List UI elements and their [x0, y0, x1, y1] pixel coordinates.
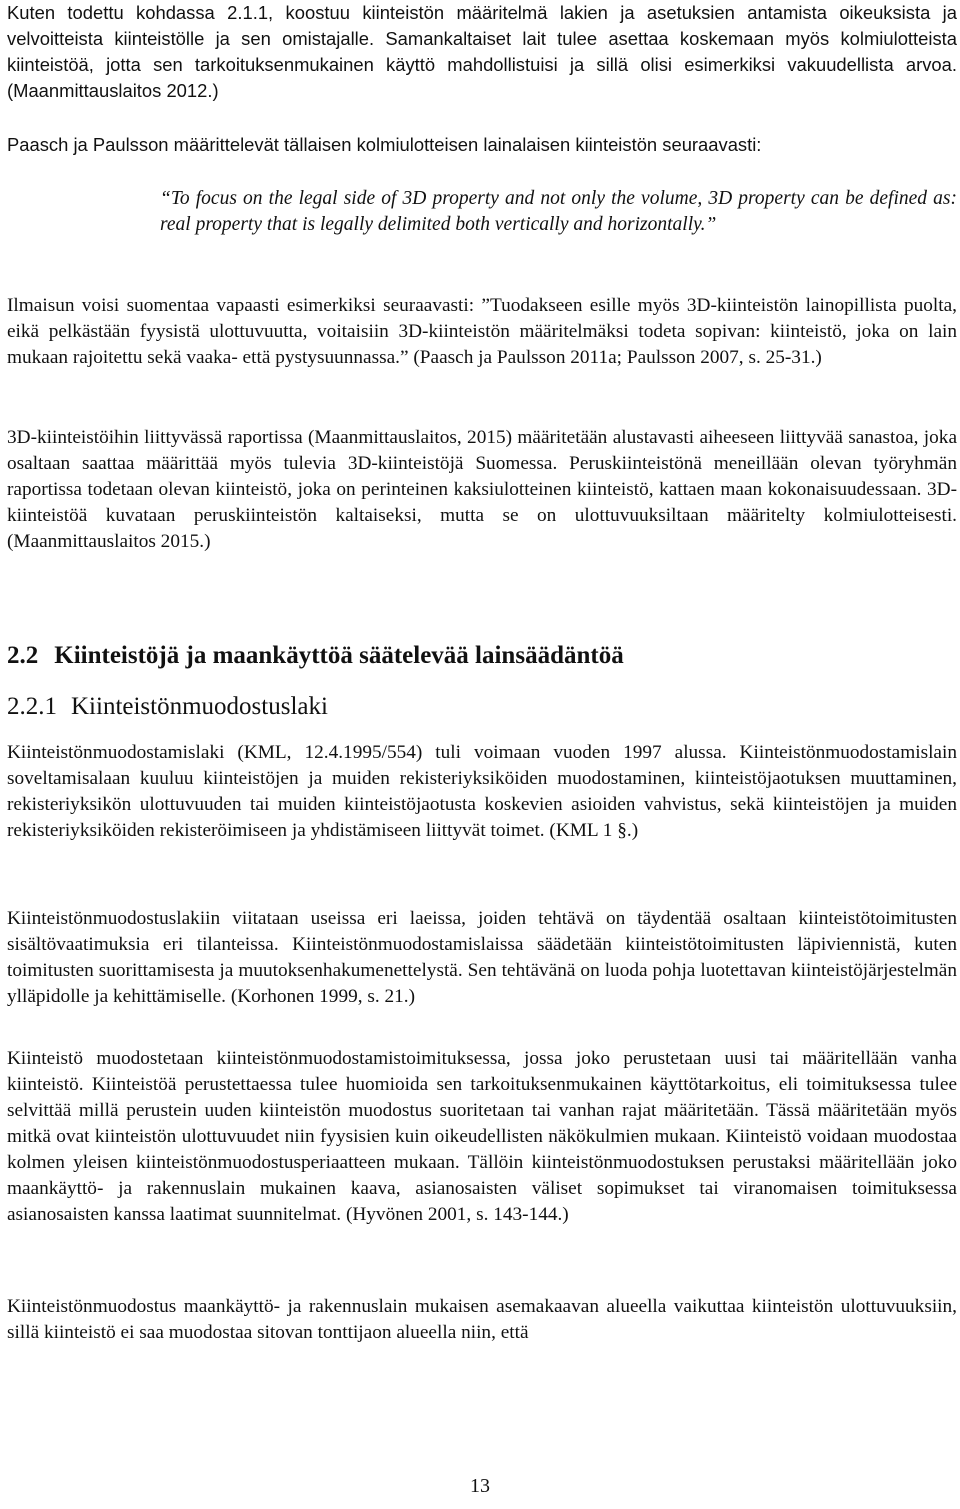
page-number: 13: [470, 1475, 490, 1497]
subsection-number: 2.2.1: [7, 693, 57, 720]
paragraph-translation: Ilmaisun voisi suomentaa vapaasti esimerkiksi seuraavasti: ”Tuodakseen esille myös 3D-kiinteistön lainopillista puolta, eikä pelkästään fyysistä ulottuvuutta, voitaisiin 3D-kiinteistön määritelmäksi todeta sopivan: kiinteistö, joka on lain mukaan rajoitettu sekä vaaka- että pystysuunnassa.” (Paasch ja Paulsson 2011a; Paulsson 2007, s. 25-31.): [7, 295, 957, 368]
subsection-title: Kiinteistönmuodostuslaki: [71, 693, 328, 720]
paragraph-references: Kiinteistönmuodostuslakiin viitataan useissa eri laeissa, joiden tehtävä on täydentää osaltaan kiinteistötoimitusten sisältövaatimuksia eri tilanteissa. Kiinteistönmuodostamislaissa säädetään kiinteistötoimitusten läpiviennistä, kuten toimitusten suorittamisesta ja muutoksenhakumenettelystä. Sen tehtävänä on luoda pohja luotettavan kiinteistöjärjestelmän ylläpidolle ja kehittämiselle. (Korhonen 1999, s. 21.): [7, 908, 957, 1007]
section-number: 2.2: [7, 642, 39, 669]
section-title: Kiinteistöjä ja maankäyttöä säätelevää lainsäädäntöä: [54, 642, 624, 669]
block-quote: “To focus on the legal side of 3D property and not only the volume, 3D property can be defined as: real property that is legally delimited both vertically and horizontally.”: [160, 188, 957, 235]
paragraph-intro: Kuten todettu kohdassa 2.1.1, koostuu kiinteistön määritelmä lakien ja asetuksien antamista oikeuksista ja velvoitteista kiinteistölle ja sen omistajalle. Samankaltaiset lait tulee asettaa koskemaan myös kolmiulotteista kiinteistöä, jotta sen tarkoituksenmukainen käyttö mahdollistuisi ja sillä olisi esimerkiksi vakuudellista arvoa. (Maanmittauslaitos 2012.): [7, 2, 957, 101]
paragraph-formation: Kiinteistö muodostetaan kiinteistönmuodostamistoimituksessa, jossa joko perustetaan uusi tai määritellään vanha kiinteistö. Kiinteistöä perustettaessa tulee huomioida sen tarkoituksenmukainen käyttötarkoitus, eli toimituksessa tulee selvittää millä perustein uuden kiinteistön muodostus suoritetaan tai vanhan rajat määritetään. Tässä määritetään myös mitkä ovat kiinteistön ulottuvuudet niin fyysisien kuin oikeudellisten näkökulmien mukaan. Kiinteistö voidaan muodostaa kolmen yleisen kiinteistönmuodostusperiaatteen mukaan. Tällöin kiinteistönmuodostuksen perustaksi määritellään joko maankäyttö- ja rakennuslain mukainen kaava, asianosaisten väliset sopimukset tai viranomaisen toimituksessa asianosaisten kanssa laatimat suunnitelmat. (Hyvönen 2001, s. 143-144.): [7, 1048, 957, 1225]
paragraph-land-use: Kiinteistönmuodostus maankäyttö- ja rakennuslain mukaisen asemakaavan alueella vaikuttaa kiinteistön ulottuvuuksiin, sillä kiinteistö ei saa muodostaa sitovan tonttijaon alueella niin, että: [7, 1296, 957, 1343]
section-heading-2-2-1: [7, 692, 328, 722]
paragraph-kml: Kiinteistönmuodostamislaki (KML, 12.4.1995/554) tuli voimaan vuoden 1997 alussa. Kiinteistönmuodostamislain soveltamisalaan kuuluu kiinteistöjen ja muiden rekisteriyksiköiden muodostaminen, kiinteistöjaotuksen muuttaminen, rekisteriyksikön ulottuvuuden tai muiden kiinteistöjaotusta koskevien asioiden vahvistus, sekä kiinteistöjen ja muiden rekisteriyksiköiden rekisteröimiseen ja yhdistämiseen liittyvät toimet. (KML 1 §.): [7, 742, 957, 841]
section-heading-2-2: [7, 641, 624, 671]
paragraph-paasch-definition: Paasch ja Paulsson määrittelevät tällaisen kolmiulotteisen lainalaisen kiinteistön seuraavasti:: [7, 134, 762, 155]
paragraph-report: 3D-kiinteistöihin liittyvässä raportissa (Maanmittauslaitos, 2015) määritetään alustavasti aiheeseen liittyvää sanastoa, joka osaltaan saattaa määrittää myös tulevia 3D-kiinteistöjä Suomessa. Peruskiinteistönä meneillään olevan työryhmän raportissa todetaan olevan kiinteistö, joka on perinteinen kaksiulotteinen kiinteistö, kattaen maan kokonaisuudessaan. 3D-kiinteistöä kuvataan peruskiinteistön kaltaiseksi, mutta se on ulottuvuuksiltaan määritelty kolmiulotteisesti. (Maanmittauslaitos 2015.): [7, 427, 957, 552]
